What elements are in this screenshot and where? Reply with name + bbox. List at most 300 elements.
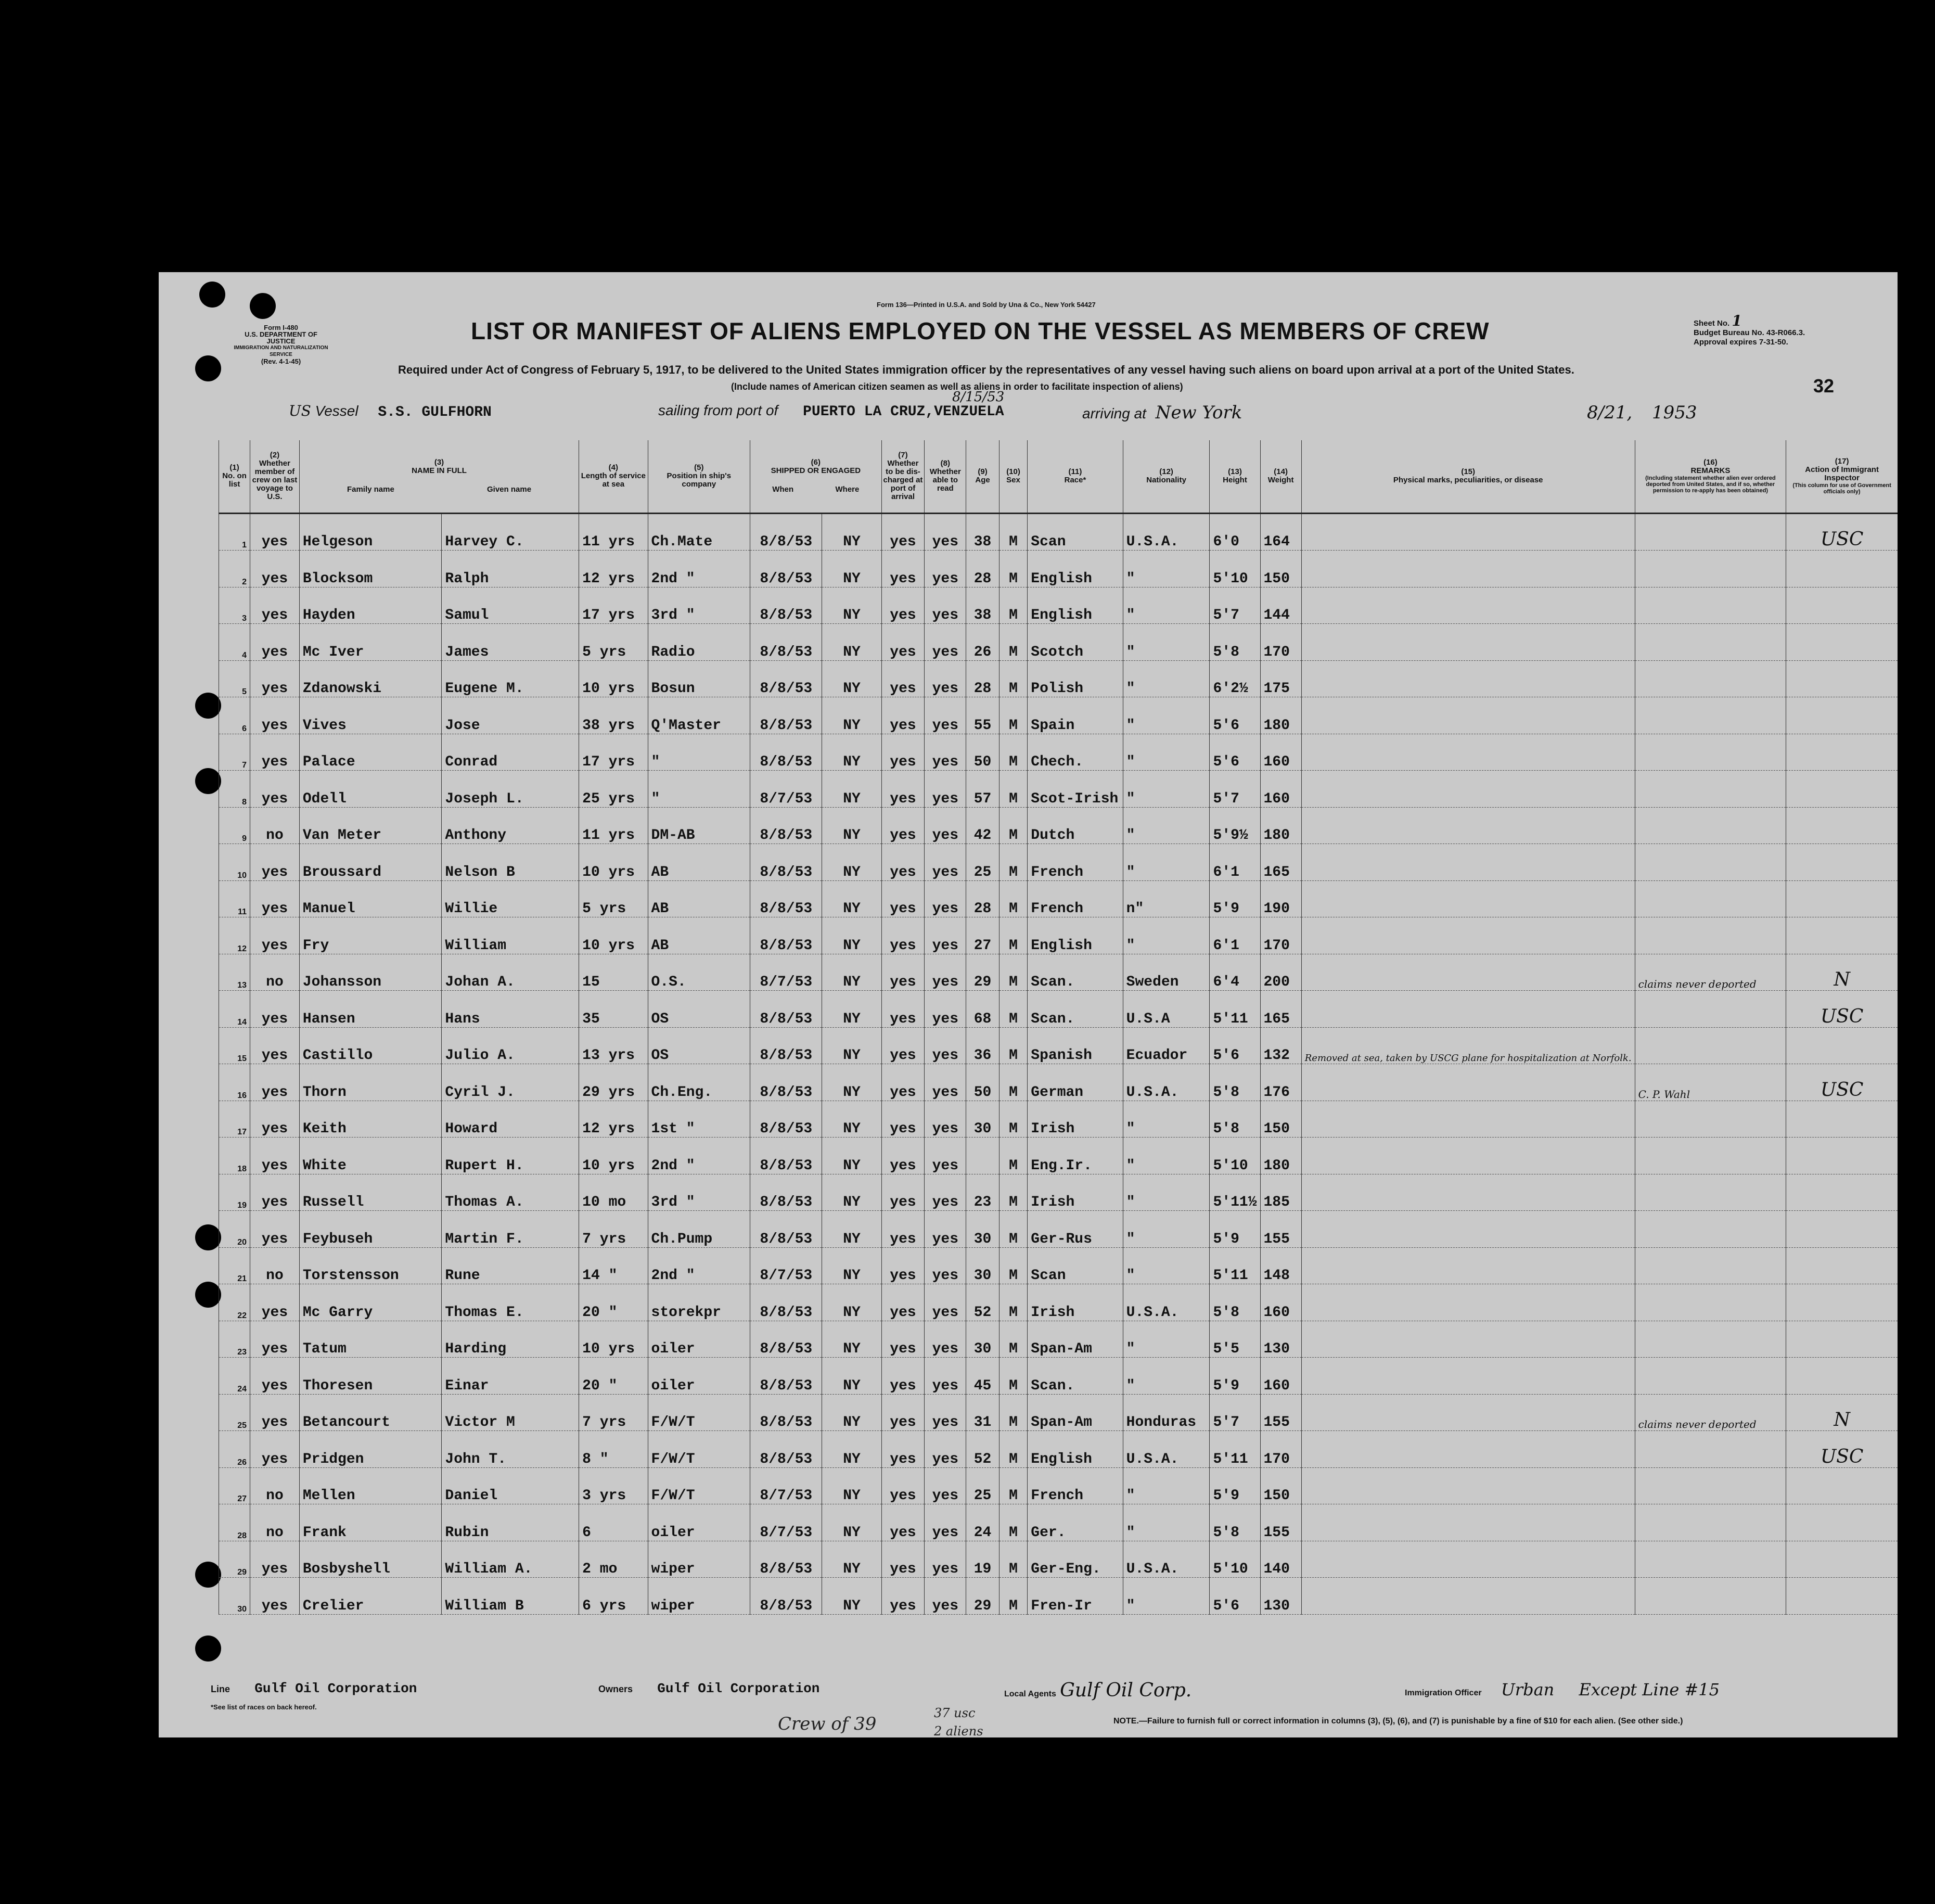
physical-marks bbox=[1301, 1321, 1635, 1358]
position: wiper bbox=[648, 1578, 750, 1615]
sex: M bbox=[999, 624, 1028, 661]
length-of-service: 12 yrs bbox=[579, 1101, 648, 1138]
able-to-read: yes bbox=[925, 551, 966, 587]
crew-row bbox=[219, 624, 1898, 661]
remarks: C. P. Wahl bbox=[1635, 1064, 1786, 1101]
physical-marks bbox=[1301, 917, 1635, 954]
crew-row bbox=[219, 1101, 1898, 1138]
shipped-when: 8/8/53 bbox=[750, 844, 822, 881]
remarks bbox=[1635, 1174, 1786, 1211]
crew-row bbox=[219, 734, 1898, 771]
header-age: Age bbox=[975, 476, 990, 485]
given-name: Joseph L. bbox=[442, 771, 579, 808]
nationality: " bbox=[1123, 587, 1210, 624]
inspector-action bbox=[1786, 1578, 1898, 1615]
page-title: LIST OR MANIFEST OF ALIENS EMPLOYED ON THE VESSEL AS MEMBERS OF CREW bbox=[471, 317, 1490, 344]
crew-row bbox=[219, 807, 1898, 844]
position: Ch.Mate bbox=[648, 513, 750, 551]
crew-last-voyage: yes bbox=[250, 1394, 300, 1431]
age: 36 bbox=[966, 1027, 999, 1064]
family-name: Thoresen bbox=[299, 1358, 442, 1395]
races-note: *See list of races on back hereof. bbox=[211, 1703, 317, 1711]
weight: 160 bbox=[1260, 1358, 1301, 1395]
age: 27 bbox=[966, 917, 999, 954]
inspector-action bbox=[1786, 587, 1898, 624]
height: 5'8 bbox=[1210, 1101, 1260, 1138]
crew-row bbox=[219, 1138, 1898, 1174]
shipped-where: NY bbox=[822, 734, 881, 771]
sex: M bbox=[999, 1467, 1028, 1504]
shipped-when: 8/8/53 bbox=[750, 1027, 822, 1064]
vessel-name: S.S. GULFHORN bbox=[378, 404, 492, 420]
age: 23 bbox=[966, 1174, 999, 1211]
except-note: Except Line #15 bbox=[1579, 1680, 1720, 1699]
crew-last-voyage: yes bbox=[250, 697, 300, 734]
physical-marks bbox=[1301, 1138, 1635, 1174]
discharged: yes bbox=[881, 1467, 925, 1504]
vessel-label: Vessel bbox=[315, 403, 358, 419]
punch-hole bbox=[195, 768, 221, 794]
punch-hole bbox=[195, 1282, 221, 1308]
height: 5'8 bbox=[1210, 1064, 1260, 1101]
row-number: 29 bbox=[219, 1541, 250, 1578]
discharged: yes bbox=[881, 551, 925, 587]
able-to-read: yes bbox=[925, 697, 966, 734]
race: Scan bbox=[1028, 513, 1123, 551]
race: French bbox=[1028, 1467, 1123, 1504]
officer-value: Urban bbox=[1501, 1680, 1555, 1699]
col-num: (15) bbox=[1461, 467, 1476, 477]
length-of-service: 5 yrs bbox=[579, 880, 648, 917]
age: 25 bbox=[966, 844, 999, 881]
crew-row bbox=[219, 587, 1898, 624]
remarks bbox=[1635, 917, 1786, 954]
penalty-note: NOTE.—Failure to furnish full or correct information in columns (3), (5), (6), and (7) is punishable by a fine of $10 for each alien. (See other side.) bbox=[1113, 1717, 1683, 1726]
height: 5'6 bbox=[1210, 1578, 1260, 1615]
nationality: " bbox=[1123, 660, 1210, 697]
sex: M bbox=[999, 1211, 1028, 1248]
discharged: yes bbox=[881, 1394, 925, 1431]
arriving-line bbox=[1082, 402, 1242, 423]
position: " bbox=[648, 771, 750, 808]
height: 5'11 bbox=[1210, 991, 1260, 1028]
sex: M bbox=[999, 551, 1028, 587]
header-nationality: Nationality bbox=[1146, 476, 1186, 485]
height: 5'9 bbox=[1210, 1467, 1260, 1504]
col-num: (6) bbox=[811, 458, 821, 467]
nationality: " bbox=[1123, 1321, 1210, 1358]
nationality: Ecuador bbox=[1123, 1027, 1210, 1064]
crew-last-voyage: yes bbox=[250, 1211, 300, 1248]
agents-value: Gulf Oil Corp. bbox=[1060, 1680, 1192, 1701]
physical-marks bbox=[1301, 734, 1635, 771]
physical-marks bbox=[1301, 1394, 1635, 1431]
nationality: n" bbox=[1123, 880, 1210, 917]
approval-expiry: Approval expires 7-31-50. bbox=[1694, 338, 1788, 347]
shipped-when: 8/7/53 bbox=[750, 954, 822, 991]
crew-last-voyage: yes bbox=[250, 917, 300, 954]
remarks bbox=[1635, 1284, 1786, 1321]
shipped-when: 8/8/53 bbox=[750, 1138, 822, 1174]
race: Span-Am bbox=[1028, 1321, 1123, 1358]
row-number: 6 bbox=[219, 697, 250, 734]
crew-row bbox=[219, 771, 1898, 808]
shipped-when: 8/8/53 bbox=[750, 1541, 822, 1578]
sex: M bbox=[999, 513, 1028, 551]
sheet-label: Sheet No. bbox=[1694, 319, 1730, 328]
height: 5'8 bbox=[1210, 624, 1260, 661]
nationality: U.S.A. bbox=[1123, 1541, 1210, 1578]
nationality: " bbox=[1123, 1138, 1210, 1174]
crew-row bbox=[219, 1504, 1898, 1541]
discharged: yes bbox=[881, 587, 925, 624]
weight: 164 bbox=[1260, 513, 1301, 551]
able-to-read: yes bbox=[925, 1101, 966, 1138]
length-of-service: 12 yrs bbox=[579, 551, 648, 587]
height: 5'11 bbox=[1210, 1247, 1260, 1284]
family-name: Odell bbox=[299, 771, 442, 808]
length-of-service: 29 yrs bbox=[579, 1064, 648, 1101]
family-name: Palace bbox=[299, 734, 442, 771]
required-statement: Required under Act of Congress of February 5, 1917, to be delivered to the United States immigration officer by the representatives of any vessel having such aliens on board upon arrival at a port of the United States. bbox=[398, 363, 1574, 376]
race: Eng.Ir. bbox=[1028, 1138, 1123, 1174]
age: 29 bbox=[966, 1578, 999, 1615]
crew-row bbox=[219, 991, 1898, 1028]
inspector-action bbox=[1786, 1358, 1898, 1395]
shipped-when: 8/8/53 bbox=[750, 880, 822, 917]
given-name: Eugene M. bbox=[442, 660, 579, 697]
col-num: (12) bbox=[1159, 467, 1173, 477]
header-discharged: Whether to be dis-charged at port of arrival bbox=[883, 459, 923, 502]
remarks bbox=[1635, 1467, 1786, 1504]
family-name: Hayden bbox=[299, 587, 442, 624]
shipped-where: NY bbox=[822, 513, 881, 551]
row-number: 14 bbox=[219, 991, 250, 1028]
shipped-where: NY bbox=[822, 1284, 881, 1321]
shipped-when: 8/8/53 bbox=[750, 1284, 822, 1321]
length-of-service: 10 yrs bbox=[579, 1321, 648, 1358]
remarks bbox=[1635, 844, 1786, 881]
header-shipped: SHIPPED OR ENGAGED bbox=[771, 466, 861, 476]
row-number: 25 bbox=[219, 1394, 250, 1431]
discharged: yes bbox=[881, 1431, 925, 1468]
height: 5'6 bbox=[1210, 697, 1260, 734]
crew-row bbox=[219, 1541, 1898, 1578]
crew-last-voyage: no bbox=[250, 1247, 300, 1284]
shipped-where: NY bbox=[822, 1358, 881, 1395]
shipped-when: 8/7/53 bbox=[750, 1467, 822, 1504]
race: Polish bbox=[1028, 660, 1123, 697]
given-name: Einar bbox=[442, 1358, 579, 1395]
inspector-action: USC bbox=[1786, 1064, 1898, 1101]
nationality: " bbox=[1123, 1174, 1210, 1211]
sex: M bbox=[999, 1027, 1028, 1064]
able-to-read: yes bbox=[925, 917, 966, 954]
departure-port: PUERTO LA CRUZ,VENZUELA bbox=[803, 404, 1004, 420]
position: wiper bbox=[648, 1541, 750, 1578]
weight: 155 bbox=[1260, 1504, 1301, 1541]
shipped-where: NY bbox=[822, 880, 881, 917]
race: Spanish bbox=[1028, 1027, 1123, 1064]
weight: 180 bbox=[1260, 697, 1301, 734]
nationality: " bbox=[1123, 1247, 1210, 1284]
owners-label: Owners bbox=[598, 1684, 633, 1694]
shipped-when: 8/8/53 bbox=[750, 1358, 822, 1395]
shipped-where: NY bbox=[822, 991, 881, 1028]
inspector-action bbox=[1786, 1504, 1898, 1541]
shipped-where: NY bbox=[822, 844, 881, 881]
crew-row bbox=[219, 1321, 1898, 1358]
crew-row bbox=[219, 917, 1898, 954]
given-name: Rupert H. bbox=[442, 1138, 579, 1174]
age: 24 bbox=[966, 1504, 999, 1541]
crew-last-voyage: yes bbox=[250, 1064, 300, 1101]
given-name: Nelson B bbox=[442, 844, 579, 881]
sex: M bbox=[999, 771, 1028, 808]
inspector-action bbox=[1786, 880, 1898, 917]
race: Dutch bbox=[1028, 807, 1123, 844]
weight: 170 bbox=[1260, 1431, 1301, 1468]
age: 57 bbox=[966, 771, 999, 808]
col-num: (14) bbox=[1274, 467, 1288, 477]
sex: M bbox=[999, 844, 1028, 881]
remarks bbox=[1635, 513, 1786, 551]
crew-row bbox=[219, 1358, 1898, 1395]
height: 6'1 bbox=[1210, 917, 1260, 954]
sex: M bbox=[999, 1284, 1028, 1321]
family-name: Broussard bbox=[299, 844, 442, 881]
physical-marks bbox=[1301, 624, 1635, 661]
family-name: Mc Iver bbox=[299, 624, 442, 661]
sex: M bbox=[999, 917, 1028, 954]
nationality: " bbox=[1123, 1358, 1210, 1395]
height: 5'9 bbox=[1210, 1211, 1260, 1248]
race: Scot-Irish bbox=[1028, 771, 1123, 808]
header-physical: Physical marks, peculiarities, or disease bbox=[1393, 476, 1543, 485]
weight: 190 bbox=[1260, 880, 1301, 917]
shipped-when: 8/8/53 bbox=[750, 624, 822, 661]
inspector-action bbox=[1786, 1138, 1898, 1174]
row-number: 22 bbox=[219, 1284, 250, 1321]
able-to-read: yes bbox=[925, 734, 966, 771]
family-name: Fry bbox=[299, 917, 442, 954]
weight: 148 bbox=[1260, 1247, 1301, 1284]
position: O.S. bbox=[648, 954, 750, 991]
col-num: (10) bbox=[1006, 467, 1020, 477]
crew-last-voyage: no bbox=[250, 1467, 300, 1504]
shipped-where: NY bbox=[822, 807, 881, 844]
age: 30 bbox=[966, 1247, 999, 1284]
discharged: yes bbox=[881, 513, 925, 551]
row-number: 21 bbox=[219, 1247, 250, 1284]
position: Ch.Pump bbox=[648, 1211, 750, 1248]
position: F/W/T bbox=[648, 1467, 750, 1504]
length-of-service: 10 yrs bbox=[579, 660, 648, 697]
crew-aliens: 2 aliens bbox=[934, 1724, 983, 1739]
remarks bbox=[1635, 1358, 1786, 1395]
position: AB bbox=[648, 844, 750, 881]
physical-marks bbox=[1301, 991, 1635, 1028]
row-number: 28 bbox=[219, 1504, 250, 1541]
shipped-when: 8/7/53 bbox=[750, 771, 822, 808]
race: English bbox=[1028, 1431, 1123, 1468]
nationality: " bbox=[1123, 1211, 1210, 1248]
crew-usc: 37 usc bbox=[934, 1706, 976, 1720]
weight: 180 bbox=[1260, 807, 1301, 844]
length-of-service: 7 yrs bbox=[579, 1211, 648, 1248]
header-where: Where bbox=[835, 485, 860, 494]
height: 5'9½ bbox=[1210, 807, 1260, 844]
weight: 150 bbox=[1260, 551, 1301, 587]
able-to-read: yes bbox=[925, 1431, 966, 1468]
col-num: (5) bbox=[694, 463, 704, 472]
family-name: Blocksom bbox=[299, 551, 442, 587]
age: 38 bbox=[966, 513, 999, 551]
remarks bbox=[1635, 1578, 1786, 1615]
inspector-action bbox=[1786, 1321, 1898, 1358]
inspector-action: USC bbox=[1786, 991, 1898, 1028]
length-of-service: 20 " bbox=[579, 1284, 648, 1321]
able-to-read: yes bbox=[925, 1247, 966, 1284]
remarks: claims never deported bbox=[1635, 1394, 1786, 1431]
col-num: (11) bbox=[1068, 467, 1082, 477]
position: storekpr bbox=[648, 1284, 750, 1321]
remarks bbox=[1635, 624, 1786, 661]
weight: 155 bbox=[1260, 1394, 1301, 1431]
race: Scotch bbox=[1028, 624, 1123, 661]
length-of-service: 6 bbox=[579, 1504, 648, 1541]
arrival-port: New York bbox=[1155, 402, 1242, 423]
nationality: " bbox=[1123, 697, 1210, 734]
crew-last-voyage: yes bbox=[250, 660, 300, 697]
service: IMMIGRATION AND NATURALIZATION SERVICE bbox=[234, 345, 328, 357]
discharged: yes bbox=[881, 1284, 925, 1321]
row-number: 5 bbox=[219, 660, 250, 697]
shipped-when: 8/8/53 bbox=[750, 1578, 822, 1615]
able-to-read: yes bbox=[925, 991, 966, 1028]
given-name: William A. bbox=[442, 1541, 579, 1578]
inspector-action bbox=[1786, 697, 1898, 734]
crew-last-voyage: yes bbox=[250, 1578, 300, 1615]
able-to-read: yes bbox=[925, 1578, 966, 1615]
length-of-service: 3 yrs bbox=[579, 1467, 648, 1504]
inspector-action bbox=[1786, 917, 1898, 954]
crew-last-voyage: yes bbox=[250, 1541, 300, 1578]
race: Span-Am bbox=[1028, 1394, 1123, 1431]
crew-row bbox=[219, 1027, 1898, 1064]
page-number: 32 bbox=[1813, 375, 1835, 397]
given-name: Julio A. bbox=[442, 1027, 579, 1064]
position: 3rd " bbox=[648, 587, 750, 624]
physical-marks bbox=[1301, 880, 1635, 917]
sex: M bbox=[999, 697, 1028, 734]
row-number: 19 bbox=[219, 1174, 250, 1211]
header-position: Position in ship's company bbox=[667, 471, 732, 489]
crew-row bbox=[219, 1467, 1898, 1504]
race: English bbox=[1028, 917, 1123, 954]
given-name: Thomas E. bbox=[442, 1284, 579, 1321]
sex: M bbox=[999, 1578, 1028, 1615]
row-number: 7 bbox=[219, 734, 250, 771]
physical-marks bbox=[1301, 1541, 1635, 1578]
crew-row bbox=[219, 1064, 1898, 1101]
printer-line: Form 136—Printed in U.S.A. and Sold by Una & Co., New York 54427 bbox=[877, 301, 1096, 309]
race: English bbox=[1028, 551, 1123, 587]
weight: 180 bbox=[1260, 1138, 1301, 1174]
crew-row bbox=[219, 880, 1898, 917]
sex: M bbox=[999, 734, 1028, 771]
length-of-service: 17 yrs bbox=[579, 734, 648, 771]
inspector-action bbox=[1786, 807, 1898, 844]
position: Radio bbox=[648, 624, 750, 661]
family-name: Russell bbox=[299, 1174, 442, 1211]
crew-rows bbox=[219, 513, 1898, 1614]
age bbox=[966, 1138, 999, 1174]
height: 6'0 bbox=[1210, 513, 1260, 551]
length-of-service: 5 yrs bbox=[579, 624, 648, 661]
shipped-where: NY bbox=[822, 917, 881, 954]
header-row bbox=[219, 440, 1898, 513]
us-mark: US bbox=[289, 402, 311, 419]
race: Irish bbox=[1028, 1284, 1123, 1321]
family-name: Frank bbox=[299, 1504, 442, 1541]
position: OS bbox=[648, 991, 750, 1028]
revision: (Rev. 4-1-45) bbox=[261, 357, 301, 365]
shipped-where: NY bbox=[822, 1578, 881, 1615]
weight: 165 bbox=[1260, 844, 1301, 881]
row-number: 1 bbox=[219, 513, 250, 551]
row-number: 18 bbox=[219, 1138, 250, 1174]
family-name: Keith bbox=[299, 1101, 442, 1138]
weight: 132 bbox=[1260, 1027, 1301, 1064]
col-num: (7) bbox=[898, 451, 908, 460]
crew-row bbox=[219, 1174, 1898, 1211]
able-to-read: yes bbox=[925, 1174, 966, 1211]
age: 30 bbox=[966, 1321, 999, 1358]
punch-hole bbox=[195, 693, 221, 719]
shipped-where: NY bbox=[822, 1101, 881, 1138]
shipped-when: 8/8/53 bbox=[750, 1321, 822, 1358]
sex: M bbox=[999, 587, 1028, 624]
shipped-where: NY bbox=[822, 697, 881, 734]
row-number: 12 bbox=[219, 917, 250, 954]
crew-last-voyage: no bbox=[250, 807, 300, 844]
nationality: " bbox=[1123, 807, 1210, 844]
inspector-action bbox=[1786, 551, 1898, 587]
length-of-service: 25 yrs bbox=[579, 771, 648, 808]
position: Bosun bbox=[648, 660, 750, 697]
physical-marks bbox=[1301, 1358, 1635, 1395]
height: 5'9 bbox=[1210, 880, 1260, 917]
shipped-where: NY bbox=[822, 1321, 881, 1358]
discharged: yes bbox=[881, 954, 925, 991]
form-identifier bbox=[232, 324, 330, 365]
nationality: " bbox=[1123, 844, 1210, 881]
crew-last-voyage: no bbox=[250, 954, 300, 991]
row-number: 3 bbox=[219, 587, 250, 624]
officer-field bbox=[1405, 1680, 1720, 1699]
family-name: Pridgen bbox=[299, 1431, 442, 1468]
row-number: 20 bbox=[219, 1211, 250, 1248]
discharged: yes bbox=[881, 1504, 925, 1541]
punch-hole bbox=[195, 1224, 221, 1250]
physical-marks bbox=[1301, 1284, 1635, 1321]
crew-last-voyage: yes bbox=[250, 1138, 300, 1174]
crew-row bbox=[219, 1284, 1898, 1321]
nationality: " bbox=[1123, 771, 1210, 808]
height: 5'10 bbox=[1210, 1138, 1260, 1174]
position: 3rd " bbox=[648, 1174, 750, 1211]
